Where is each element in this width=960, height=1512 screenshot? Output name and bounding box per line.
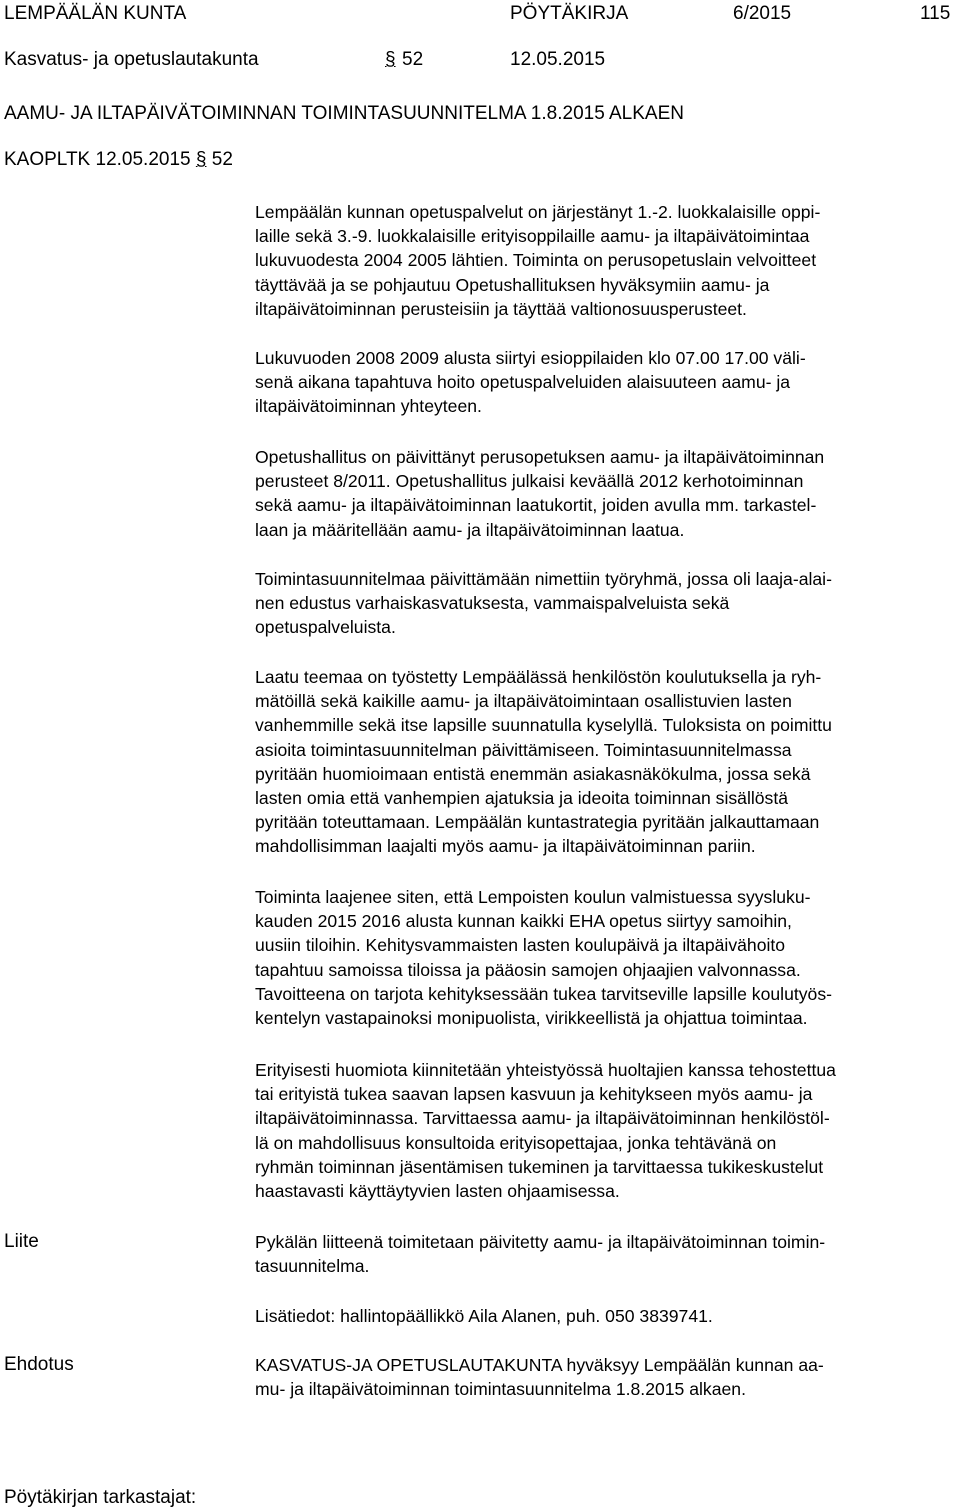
page-title: AAMU- JA ILTAPÄIVÄTOIMINNAN TOIMINTASUUNNITELMA 1.8.2015 ALKAEN [4, 103, 684, 124]
attachment-label: Liite [4, 1231, 39, 1252]
text-line: lasten omia että vanhempien ajatuksia ja ideoita toiminnan sisällöstä [255, 788, 789, 809]
board-name: Kasvatus- ja opetuslautakunta [4, 49, 259, 70]
text-line: asioita toimintasuunnitelman päivittämiseen. Toimintasuunnitelmassa [255, 739, 792, 760]
text-line: iltapäivätoiminnan perusteisiin ja täyttää valtionosuusperusteet. [255, 298, 747, 319]
meeting-date: 12.05.2015 [510, 49, 606, 70]
text-line: kentelyn vastapainoksi monipuolista, virikkeellistä ja ohjattua toimintaa. [255, 1008, 808, 1029]
doc-date: 6/2015 [733, 3, 792, 24]
text-line: Laatu teemaa on työstetty Lempäälässä henkilöstön koulutuksella ja ryh- [255, 667, 822, 687]
attachment-text [255, 1230, 945, 1278]
text-line: pyritään huomioimaan entistä enemmän asiakasnäkökulma, jossa sekä [255, 763, 811, 784]
page-number: 115 [920, 3, 951, 24]
text-line: mätöillä sekä kaikille aamu- ja iltapäivätoimintaan osallistuvien lasten [255, 691, 792, 712]
text-line: kauden 2015 2016 alusta kunnan kaikki EHA opetus siirtyy samoihin, [255, 911, 792, 932]
text-line: Toiminta laajenee siten, että Lempoisten koulun valmistuessa syysluku- [255, 887, 811, 907]
text-line: vanhemmille sekä itse lapsille suunnatulla kyselyllä. Tuloksista on poimittu [255, 715, 832, 736]
paragraph-expansion [255, 885, 945, 1030]
text-line: haastavasti käyttäytyvien lasten ohjaamisessa. [255, 1181, 620, 1202]
text-line: perusteet 8/2011. Opetushallitus julkaisi keväällä 2012 kerhotoiminnan [255, 471, 804, 492]
text-line: ryhmän toiminnan jäsentämisen tukeminen ja tarvittaessa tukikeskustelut [255, 1156, 824, 1177]
paragraph-workgroup [255, 567, 945, 640]
text-line: lä on mahdollisuus konsultoida erityisopettajaa, jonka tehtävänä on [255, 1132, 777, 1153]
paragraph-opetushallitus [255, 445, 945, 542]
text-line: Tavoitteena on tarjota kehityksessään tukea tarvitseville lapsille koulutyös- [255, 983, 832, 1004]
text-line: sekä aamu- ja iltapäivätoiminnan laatukortit, joiden avulla mm. tarkastel- [255, 495, 817, 516]
reference-code [4, 148, 233, 172]
reference-date: KAOPLTK 12.05.2015 [4, 149, 191, 170]
text-line: iltapäivätoiminnan yhteyteen. [255, 396, 482, 417]
text-line: KASVATUS-JA OPETUSLAUTAKUNTA hyväksyy Lempäälän kunnan aa- [255, 1355, 824, 1375]
text-line: pyritään toteuttamaan. Lempäälän kuntastrategia pyritään jalkauttamaan [255, 812, 820, 833]
text-line: Erityisesti huomiota kiinnitetään yhteistyössä huoltajien kanssa tehostettua [255, 1060, 836, 1080]
text-line: nen edustus varhaiskasvatuksesta, vammaispalveluista sekä [255, 593, 730, 614]
text-line: uusiin tiloihin. Kehitysvammaisten lasten koulupäivä ja iltapäivähoito [255, 935, 786, 956]
text-line: tasuunnitelma. [255, 1256, 370, 1277]
contact-info [255, 1304, 945, 1328]
proposal-text [255, 1353, 945, 1401]
section-number: 52 [402, 49, 424, 70]
paragraph-intro [255, 200, 945, 321]
text-line: opetuspalveluista. [255, 617, 396, 638]
text-line: mahdollisimman laajalti myös aamu- ja iltapäivätoiminnan pariin. [255, 836, 756, 857]
text-line: Lisätiedot: hallintopäällikkö Aila Alanen, puh. 050 3839741. [255, 1306, 713, 1326]
paragraph-special-support [255, 1058, 945, 1203]
text-line: mu- ja iltapäivätoiminnan toimintasuunnitelma 1.8.2015 alkaen. [255, 1379, 746, 1400]
proposal-label: Ehdotus [4, 1354, 74, 1375]
doc-type: PÖYTÄKIRJA [510, 3, 629, 24]
text-line: Opetushallitus on päivittänyt perusopetuksen aamu- ja iltapäivätoiminnan [255, 447, 825, 467]
paragraph-preschool [255, 346, 945, 419]
text-line: Pykälän liitteenä toimitetaan päivitetty aamu- ja iltapäivätoiminnan toimin- [255, 1232, 826, 1252]
text-line: täyttävää ja se pohjautuu Opetushallituksen hyväksymiin aamu- ja [255, 274, 770, 295]
text-line: lukuvuodesta 2004 2005 lähtien. Toiminta on perusopetuslain velvoitteet [255, 250, 817, 271]
text-line: tai erityistä tukea saavan lapsen kasvuun ja kehitykseen myös aamu- ja [255, 1084, 813, 1105]
text-line: tapahtuu samoissa tiloissa ja pääosin samojen ohjaajien valvonnassa. [255, 959, 801, 980]
org-name: LEMPÄÄLÄN KUNTA [4, 3, 187, 24]
text-line: Lukuvuoden 2008 2009 alusta siirtyi esioppilaiden klo 07.00 17.00 väli- [255, 348, 806, 368]
text-line: senä aikana tapahtuva hoito opetuspalveluiden alaisuuteen aamu- ja [255, 372, 791, 393]
footer-inspectors: Pöytäkirjan tarkastajat: [4, 1487, 197, 1508]
reference-section-number: 52 [211, 149, 233, 170]
text-line: iltapäivätoiminnassa. Tarvittaessa aamu- ja iltapäivätoiminnan henkilöstöl- [255, 1108, 830, 1129]
paragraph-quality [255, 665, 945, 859]
text-line: laille sekä 3.-9. luokkalaisille erityisoppilaille aamu- ja iltapäivätoimintaa [255, 226, 810, 247]
text-line: laan ja määritellään aamu- ja iltapäivätoiminnan laatua. [255, 519, 685, 540]
text-line: Toimintasuunnitelmaa päivittämään nimettiin työryhmä, jossa oli laaja-alai- [255, 569, 832, 589]
reference-section-mark: § [195, 149, 207, 170]
section-mark: § [385, 49, 396, 70]
text-line: Lempäälän kunnan opetuspalvelut on järjestänyt 1.-2. luokkalaisille oppi- [255, 202, 821, 222]
